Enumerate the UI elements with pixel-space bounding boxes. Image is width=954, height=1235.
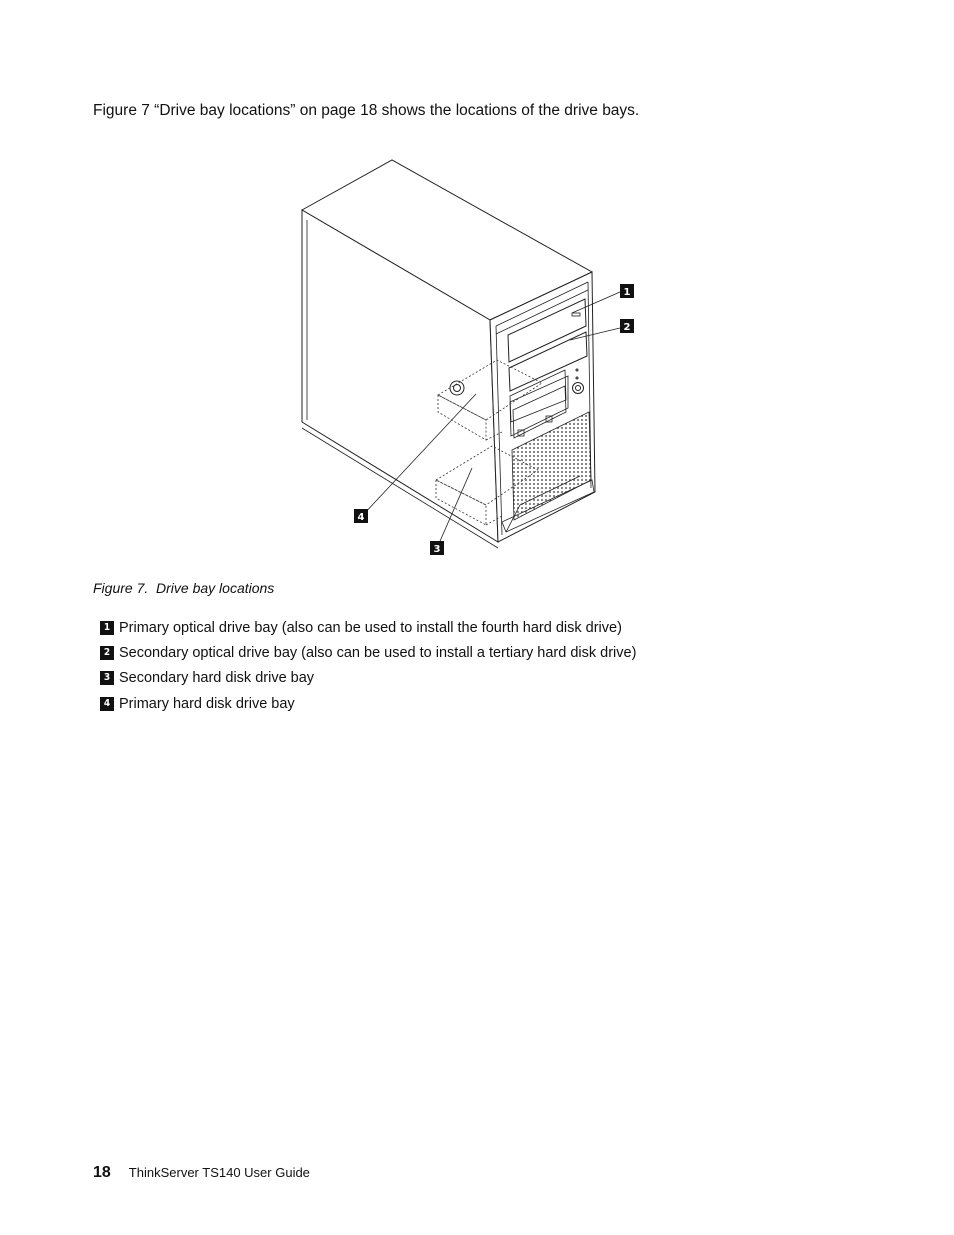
callout-3 (430, 541, 444, 555)
page-number: 18 (93, 1164, 111, 1181)
document-title: ThinkServer TS140 User Guide (128, 1165, 310, 1180)
legend-text: Secondary optical drive bay (also can be used to install a tertiary hard disk drive) (119, 644, 637, 661)
svg-text:2: 2 (623, 322, 631, 333)
legend-text: Primary optical drive bay (also can be used to install the fourth hard disk drive) (119, 619, 622, 636)
legend-item (100, 691, 636, 716)
legend-item (100, 615, 636, 640)
callout-4 (354, 509, 368, 523)
callout-badge: 2 (100, 646, 114, 660)
legend-text: Primary hard disk drive bay (119, 695, 295, 712)
page-footer (93, 1164, 310, 1182)
intro-paragraph: Figure 7 “Drive bay locations” on page 18 shows the locations of the drive bays. (93, 102, 640, 119)
callout-1 (620, 284, 634, 298)
drive-bay-figure (280, 150, 660, 560)
figure-caption: Figure 7. Drive bay locations (93, 580, 275, 596)
callout-badge: 1 (100, 621, 114, 635)
legend-item (100, 666, 636, 691)
callout-badge: 3 (100, 671, 114, 685)
callout-2 (620, 319, 634, 333)
callout-badge: 4 (100, 697, 114, 711)
svg-text:4: 4 (357, 512, 365, 523)
callout-legend (100, 615, 636, 716)
legend-text: Secondary hard disk drive bay (119, 670, 315, 687)
svg-text:3: 3 (433, 544, 441, 555)
svg-text:1: 1 (623, 287, 631, 298)
legend-item (100, 640, 636, 665)
